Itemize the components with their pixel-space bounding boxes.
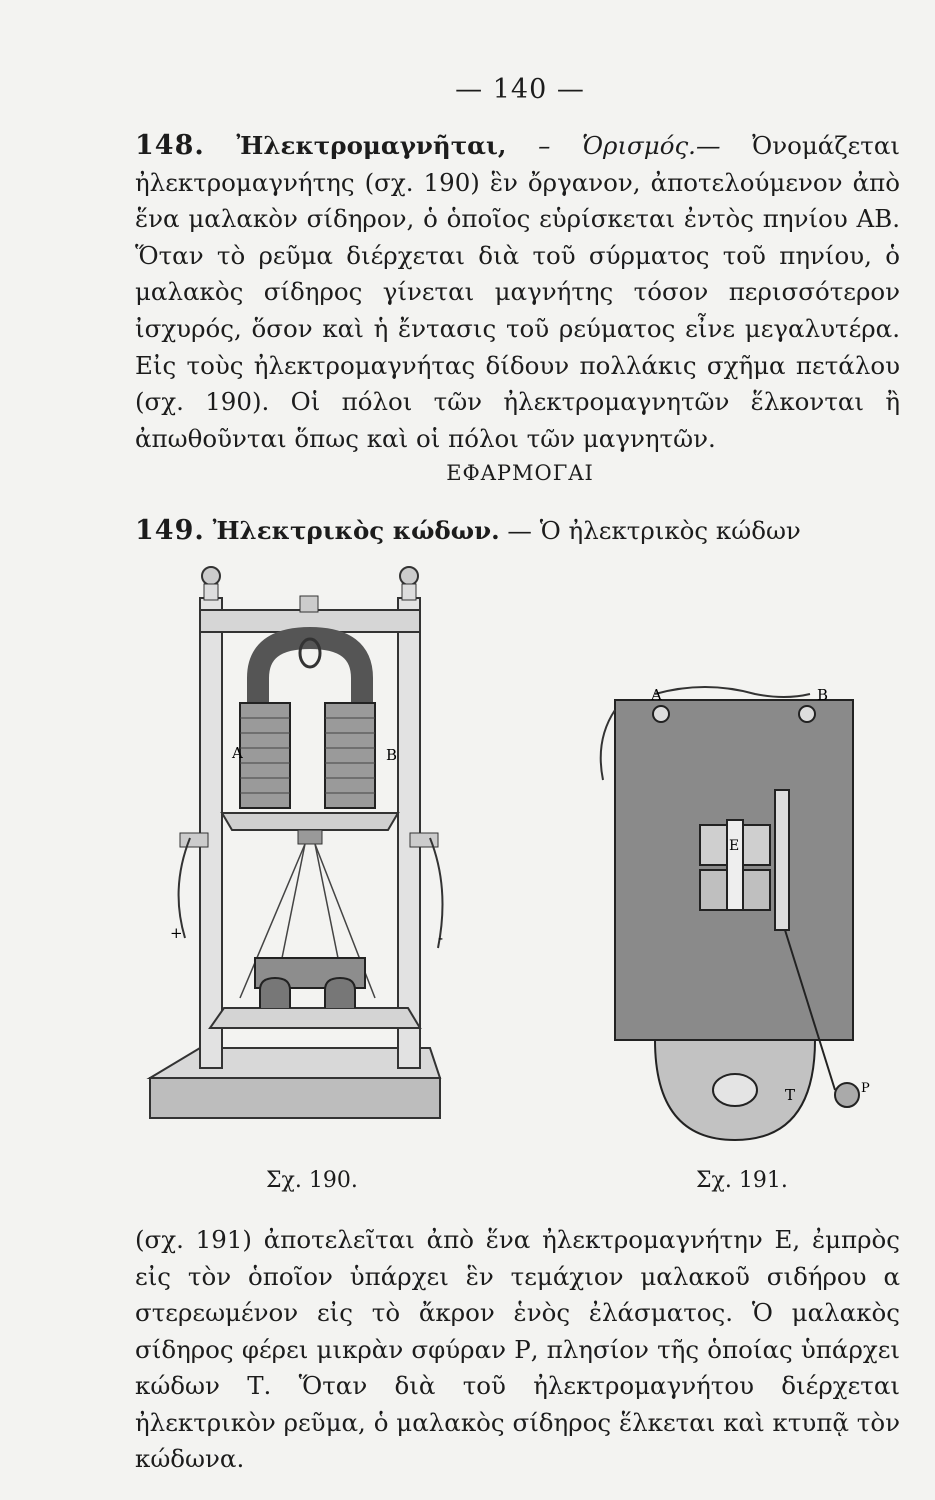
section-148-title: Ἠλεκτρομαγνῆται, <box>236 131 507 160</box>
fig190-label-minus: - <box>438 929 444 947</box>
fig190-label-b: B <box>386 746 398 764</box>
fig190-label-plus: + <box>170 924 183 942</box>
section-149-text: (σχ. 191) ἀποτελεῖται ἀπὸ ἕνα ἠλεκτρομαγνήτην Ε, ἐμπρὸς εἰς τὸν ὁποῖον ὑπάρχει ἓν τεμάχιον μαλακοῦ σιδήρου α στερεωμένον εἰς τὸ ἄκρον ἑνὸς ἐλάσματος. Ὁ μαλακὸς σίδηρος φέρει μικρὰν σφύραν Ρ, πλησίον τῆς ὁποίας ὑπάρχει κώδων Τ. Ὅταν διὰ τοῦ ἠλεκτρομαγνήτου διέρχεται ἠλεκτρικὸν ρεῦμα, ὁ μαλακὸς σίδηρος ἕλκεται καὶ κτυπᾷ τὸν κώδωνα. <box>135 1225 900 1473</box>
figure-191-electric-bell <box>585 680 885 1150</box>
fig191-label-p: P <box>861 1081 870 1096</box>
section-149-title: Ἠλεκτρικὸς κώδων. <box>212 516 500 545</box>
section-148 <box>135 128 900 457</box>
figure-191-caption: Σχ. 191. <box>696 1168 788 1193</box>
figure-190-caption: Σχ. 190. <box>266 1168 358 1193</box>
fig190-label-a: A <box>232 744 243 762</box>
section-149-lead: — Ὁ ἠλεκτρικὸς κώδων <box>507 516 801 545</box>
section-148-subtitle: – Ὁρισμός.— <box>538 131 721 160</box>
fig191-label-a: A <box>651 686 662 704</box>
section-149-number: 149. <box>135 515 205 546</box>
figure-190-electromagnet <box>140 558 460 1158</box>
section-149 <box>135 513 900 550</box>
section-148-text: Ὀνομάζεται ἠλεκτρομαγνήτης (σχ. 190) ἓν ὄργανον, ἀποτελούμενον ἀπὸ ἕνα μαλακὸν σίδηρον, ὁ ὁποῖος εὑρίσκεται ἐντὸς πηνίου ΑΒ. Ὅταν τὸ ρεῦμα διέρχεται διὰ τοῦ σύρματος τοῦ πηνίου, ὁ μαλακὸς σίδηρος γίνεται μαγνήτης τόσον περισσότερον ἰσχυρός, ὅσον καὶ ἡ ἔντασις τοῦ ρεύματος εἶνε μεγαλυτέρα. Εἰς τοὺς ἠλεκτρομαγνήτας δίδουν πολλάκις σχῆμα πετάλου (σχ. 190). Οἱ πόλοι τῶν ἠλεκτρομαγνητῶν ἕλκονται ἢ ἀπωθοῦνται ὅπως καὶ οἱ πόλοι τῶν μαγνητῶν. <box>135 131 900 453</box>
fig191-label-e: E <box>729 838 740 854</box>
page-number: — 140 — <box>455 74 585 105</box>
fig191-label-t: T <box>785 1086 796 1104</box>
section-148-number: 148. <box>135 130 205 161</box>
fig191-label-b: B <box>817 686 829 704</box>
applications-heading: ΕΦΑΡΜΟΓΑΙ <box>446 461 594 485</box>
